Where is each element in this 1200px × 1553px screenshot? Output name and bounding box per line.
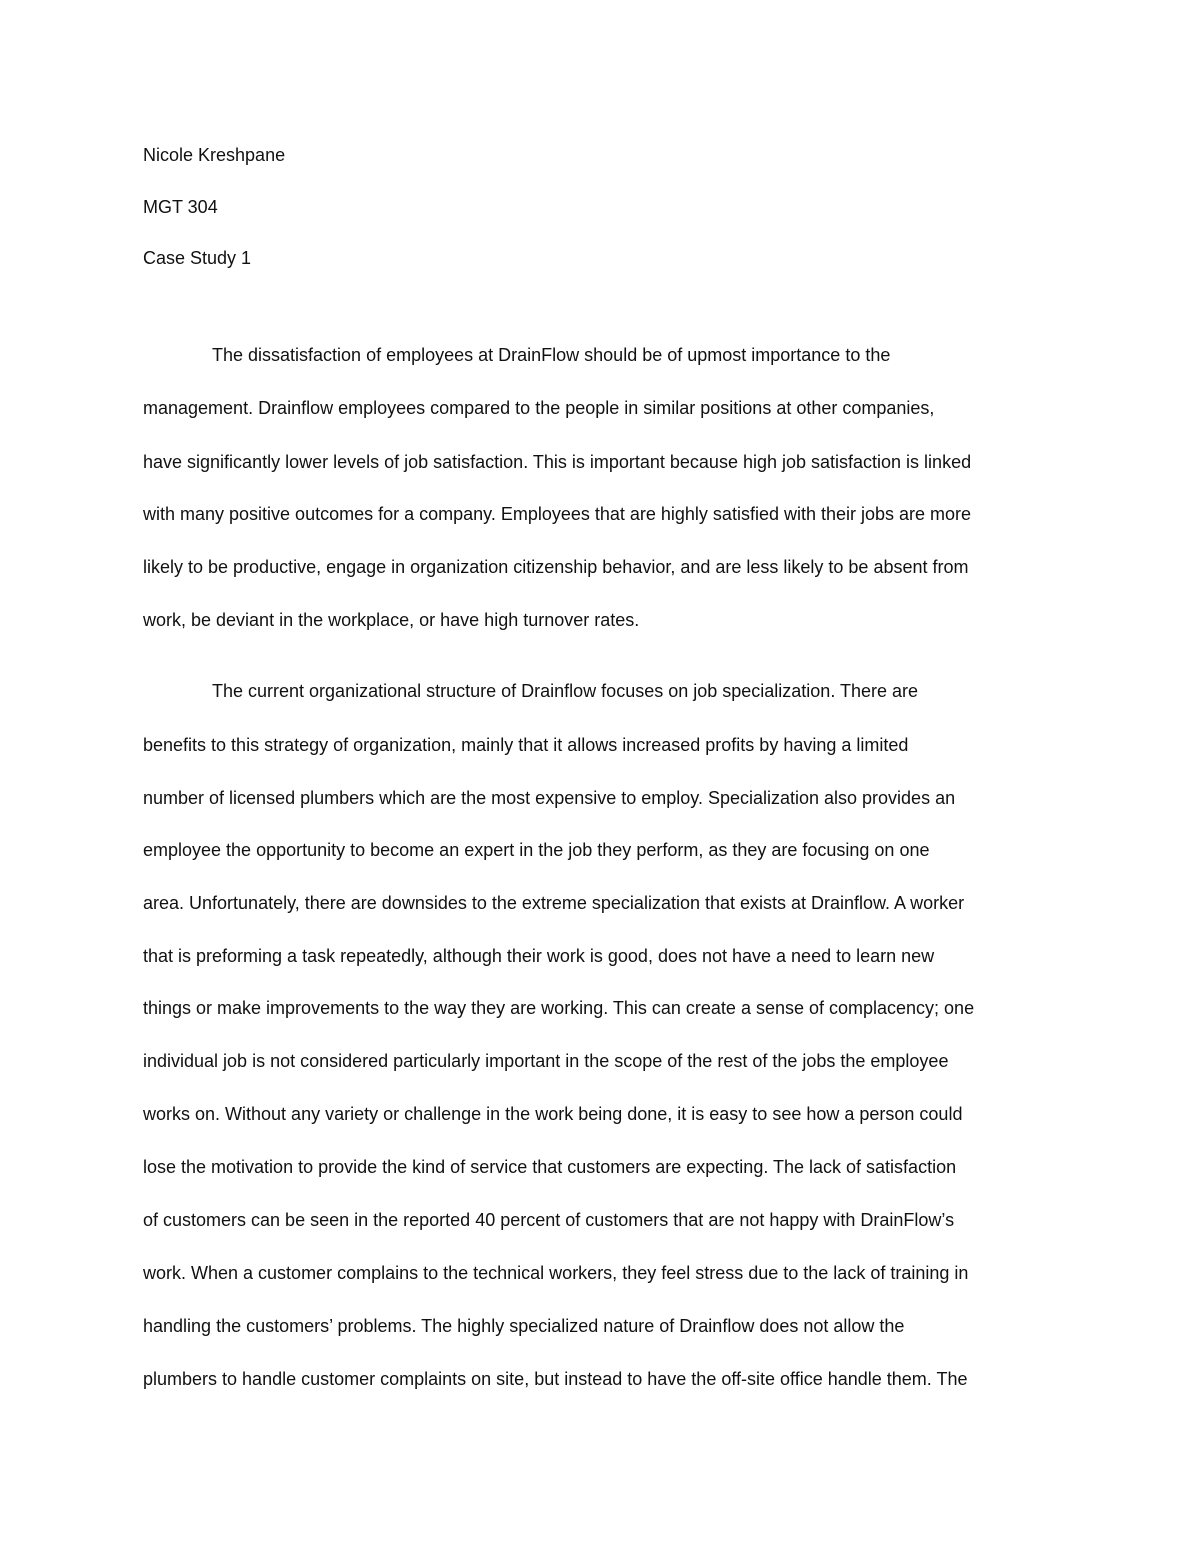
paragraph-line: The dissatisfaction of employees at DrainFlow should be of upmost importance to the <box>212 345 891 365</box>
paragraph-line: number of licensed plumbers which are the most expensive to employ. Specialization also provides an <box>143 788 956 808</box>
paragraph-line: individual job is not considered particularly important in the scope of the rest of the jobs the employee <box>143 1051 949 1071</box>
paragraph-line: have significantly lower levels of job satisfaction. This is important because high job satisfaction is linked <box>143 452 972 472</box>
author-name: Nicole Kreshpane <box>143 145 286 165</box>
paragraph-line: The current organizational structure of Drainflow focuses on job specialization. There are <box>212 681 919 701</box>
course-code: MGT 304 <box>143 197 218 217</box>
paragraph-line: work, be deviant in the workplace, or have high turnover rates. <box>143 610 640 630</box>
assignment-title: Case Study 1 <box>143 248 252 268</box>
paragraph-line: work. When a customer complains to the technical workers, they feel stress due to the lack of training in <box>143 1263 969 1283</box>
paragraph-line: handling the customers’ problems. The highly specialized nature of Drainflow does not allow the <box>143 1316 905 1336</box>
paragraph-line: benefits to this strategy of organization, mainly that it allows increased profits by having a limited <box>143 735 909 755</box>
paragraph-line: lose the motivation to provide the kind of service that customers are expecting. The lack of satisfaction <box>143 1157 957 1177</box>
paragraph-line: employee the opportunity to become an expert in the job they perform, as they are focusing on one <box>143 840 930 860</box>
paragraph-line: area. Unfortunately, there are downsides to the extreme specialization that exists at Drainflow. A worker <box>143 893 965 913</box>
paragraph-line: things or make improvements to the way they are working. This can create a sense of complacency; one <box>143 998 975 1018</box>
paragraph-line: plumbers to handle customer complaints on site, but instead to have the off-site office handle them. The <box>143 1369 968 1389</box>
paragraph-line: that is preforming a task repeatedly, although their work is good, does not have a need to learn new <box>143 946 935 966</box>
paragraph-line: with many positive outcomes for a company. Employees that are highly satisfied with their jobs are more <box>143 504 972 524</box>
paragraph-line: works on. Without any variety or challenge in the work being done, it is easy to see how a person could <box>143 1104 963 1124</box>
paragraph-line: of customers can be seen in the reported 40 percent of customers that are not happy with DrainFlow’s <box>143 1210 955 1230</box>
paragraph-line: management. Drainflow employees compared to the people in similar positions at other companies, <box>143 398 935 418</box>
paragraph-line: likely to be productive, engage in organization citizenship behavior, and are less likely to be absent from <box>143 557 969 577</box>
